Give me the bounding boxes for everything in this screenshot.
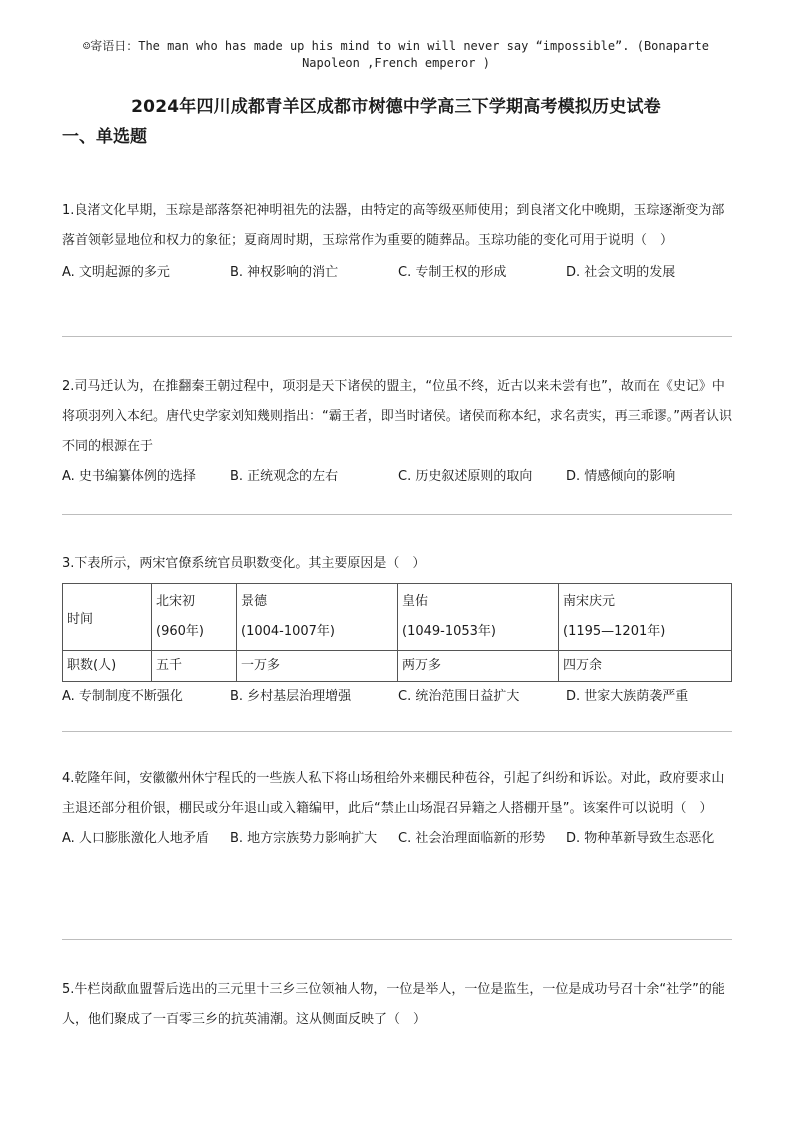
col-years: (1004-1007年)	[241, 624, 336, 639]
motto-line-1: ☺寄语日：The man who has made up his mind to win will never say “impossible”. (Bonaparte	[83, 39, 709, 53]
question-3	[62, 549, 734, 710]
question-1	[62, 196, 734, 286]
col-name: 南宋庆元	[563, 594, 616, 609]
col-years: (960年)	[156, 624, 204, 639]
officials-table	[62, 583, 732, 682]
table-cell: 四万余	[559, 651, 732, 682]
col-name: 皇佑	[402, 594, 429, 609]
option-c[interactable]: C. 专制王权的形成	[398, 265, 507, 280]
question-2	[62, 372, 734, 490]
question-5	[62, 975, 734, 1035]
divider	[62, 336, 732, 337]
question-2-text: 2.司马迁认为，在推翻秦王朝过程中，项羽是天下诸侯的盟主，“位虽不终，近古以来未尝有也”，故而在《史记》中将项羽列入本纪。唐代史学家刘知幾则指出：“霸王者，即当时诸侯。诸侯而称本纪，求名责实，再三乖谬。”两者认识不同的根源在于	[62, 379, 732, 454]
option-d[interactable]: D. 世家大族荫袭严重	[566, 689, 689, 704]
table-cell: 两万多	[398, 651, 559, 682]
motto-line-2: Napoleon ,French emperor )	[302, 56, 490, 70]
question-4-text: 4.乾隆年间，安徽徽州休宁程氏的一些族人私下将山场租给外来棚民种苞谷，引起了纠纷和诉讼。对此，政府要求山主退还部分租价银，棚民或分年退山或入籍编甲，此后“禁止山场混召异籍之人搭棚开垦”。该案件可以说明（ ）	[62, 771, 725, 816]
option-a[interactable]: A. 文明起源的多元	[62, 265, 170, 280]
option-b[interactable]: B. 正统观念的左右	[230, 469, 339, 484]
option-a[interactable]: A. 人口膨胀激化人地矛盾	[62, 831, 209, 846]
table-row	[63, 584, 732, 651]
table-cell	[559, 584, 732, 651]
divider	[62, 514, 732, 515]
option-a[interactable]: A. 专制制度不断强化	[62, 689, 183, 704]
section-heading: 一、单选题	[62, 127, 147, 147]
question-3-text: 3.下表所示，两宋官僚系统官员职数变化。其主要原因是（ ）	[62, 556, 426, 571]
col-years: (1049-1053年)	[402, 624, 497, 639]
table-cell: 时间	[63, 584, 152, 651]
motto	[40, 38, 752, 72]
option-c[interactable]: C. 历史叙述原则的取向	[398, 469, 533, 484]
divider	[62, 939, 732, 940]
table-cell	[237, 584, 398, 651]
question-4	[62, 764, 734, 852]
col-years: (1195—1201年)	[563, 624, 666, 639]
table-cell: 职数(人)	[63, 651, 152, 682]
exam-title: 2024年四川成都青羊区成都市树德中学高三下学期高考模拟历史试卷	[131, 97, 661, 117]
divider	[62, 731, 732, 732]
table-cell	[152, 584, 237, 651]
col-name: 景德	[241, 594, 268, 609]
option-d[interactable]: D. 社会文明的发展	[566, 265, 676, 280]
option-b[interactable]: B. 地方宗族势力影响扩大	[230, 831, 378, 846]
option-c[interactable]: C. 统治范围日益扩大	[398, 689, 520, 704]
option-d[interactable]: D. 物种革新导致生态恶化	[566, 831, 715, 846]
question-5-text: 5.牛栏岗歃血盟誓后选出的三元里十三乡三位领袖人物，一位是举人，一位是监生，一位是成功号召十余“社学”的能人，他们聚成了一百零三乡的抗英浦潮。这从侧面反映了（ ）	[62, 982, 725, 1027]
table-cell	[398, 584, 559, 651]
table-cell: 一万多	[237, 651, 398, 682]
question-1-text: 1.良渚文化早期，玉琮是部落祭祀神明祖先的法器，由特定的高等级巫师使用；到良渚文化中晚期，玉琮逐渐变为部落首领彰显地位和权力的象征；夏商周时期，玉琮常作为重要的随葬品。玉琮功能的变化可用于说明（ ）	[62, 203, 725, 248]
option-d[interactable]: D. 情感倾向的影响	[566, 469, 676, 484]
col-name: 北宋初	[156, 594, 196, 609]
option-b[interactable]: B. 乡村基层治理增强	[230, 689, 352, 704]
table-row	[63, 651, 732, 682]
table-cell: 五千	[152, 651, 237, 682]
option-a[interactable]: A. 史书编纂体例的选择	[62, 469, 196, 484]
option-c[interactable]: C. 社会治理面临新的形势	[398, 831, 546, 846]
option-b[interactable]: B. 神权影响的消亡	[230, 265, 339, 280]
